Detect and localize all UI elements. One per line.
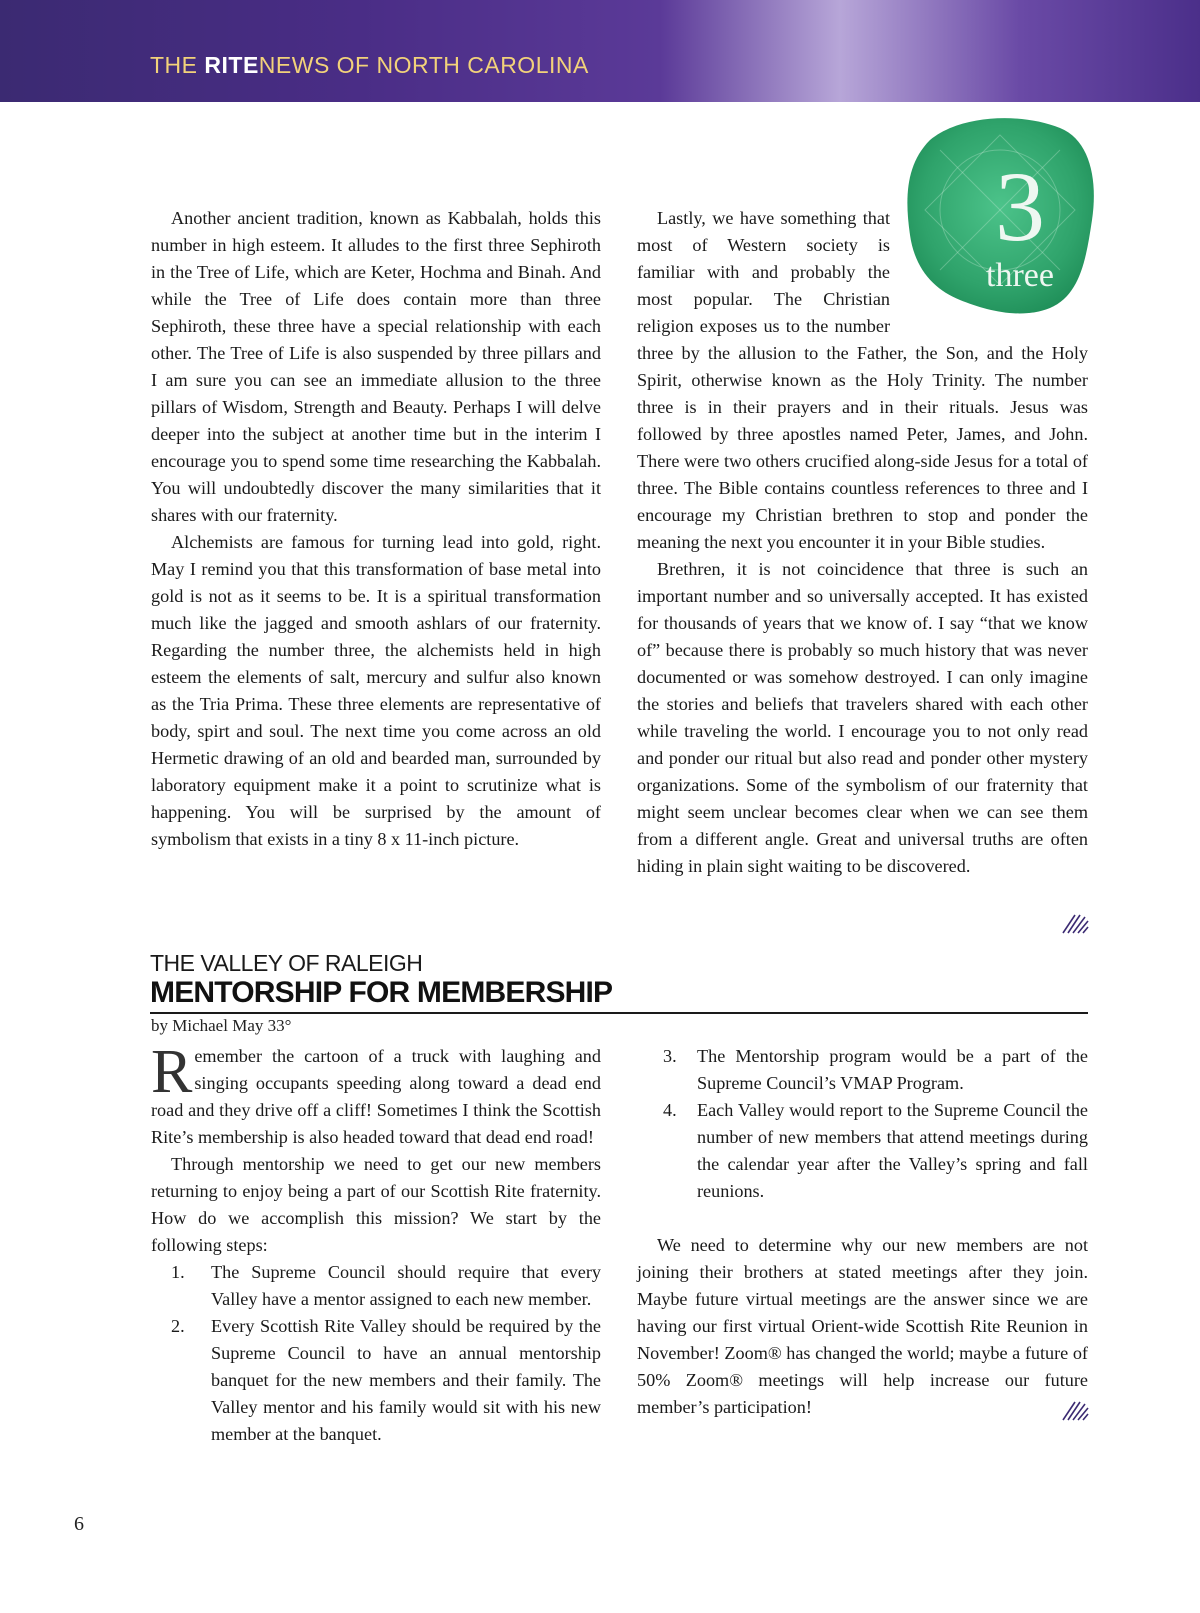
badge-number: 3 bbox=[995, 151, 1045, 262]
intro-paragraph bbox=[151, 1038, 601, 1151]
intro-text: emember the cartoon of a truck with laughing and singing occupants speeding along toward a dead end road and they drive off a cliff! Sometimes I think the Scottish Rite’s membership is also headed toward that dead end road! bbox=[151, 1046, 601, 1147]
alchemists-paragraph: Alchemists are famous for turning lead into gold, right. May I remind you that this transformation of base metal into gold is not as it seems to be. It is a spiritual transformation much like the jagged and smooth ashlars of our fraternity. Regarding the number three, the alchemists held in high esteem the elements of salt, mercury and sulfur also known as the Tria Prima. These three elements are representative of body, spirt and soul. The next time you come across an old Hermetic drawing of an old and bearded man, surrounded by laboratory equipment make it a point to scrutinize what is happening. You will be surprised by the amount of symbolism that exists in a tiny 8 x 11-inch picture. bbox=[151, 532, 601, 849]
title-prefix: THE bbox=[150, 52, 205, 78]
article-column-top-left bbox=[151, 205, 601, 853]
article-column-bottom-right bbox=[637, 1043, 1088, 1421]
brethren-paragraph: Brethren, it is not coincidence that three is such an important number and so universally accepted. It has existed for thousands of years that we know of. I say “that we know of” because there is probably so much history that was never documented or was somehow destroyed. I can only imagine the stories and beliefs that travelers shared with each other while traveling the world. I encourage you to not only read and ponder our ritual but also read and ponder other mystery organizations. Some of the symbolism of our fraternity that might seem unclear becomes clear when we can see them from a different angle. Great and universal truths are often hiding in plain sight waiting to be discovered. bbox=[637, 559, 1088, 876]
list-number: 2. bbox=[171, 1316, 185, 1336]
page-number: 6 bbox=[74, 1513, 84, 1535]
list-item bbox=[151, 1259, 601, 1313]
christian-paragraph: Lastly, we have something that most of Western society is familiar with and probably the most popular. The Christian religion exposes us to the number three by the allusion to the Father, the Son, and the Holy Spirit, otherwise known as the Holy Trinity. The number three is in their prayers and in their rituals. Jesus was followed by three apostles named Peter, James, and John. There were two others crucified along-side Jesus for a total of three. The Bible contains countless references to three and I encourage my Christian brethren to stop and ponder the meaning the next you encounter it in your Bible studies. bbox=[637, 208, 1088, 552]
drop-cap: R bbox=[151, 1038, 193, 1106]
masthead-banner bbox=[0, 0, 1200, 102]
list-number: 4. bbox=[663, 1100, 677, 1120]
list-text: Each Valley would report to the Supreme Council the number of new members that attend meetings during the calendar year after the Valley’s spring and fall reunions. bbox=[697, 1100, 1088, 1201]
list-number: 1. bbox=[171, 1262, 185, 1282]
section-kicker: THE VALLEY OF RALEIGH bbox=[150, 950, 423, 976]
byline: by Michael May 33° bbox=[151, 1016, 292, 1035]
list-item bbox=[637, 1097, 1088, 1205]
title-rite: RITE bbox=[204, 52, 259, 78]
mentorship-paragraph: Through mentorship we need to get our new members returning to enjoy being a part of our Scottish Rite fraternity. How do we accomplish this mission? We start by the following steps: bbox=[151, 1154, 601, 1255]
end-of-article-mark bbox=[1061, 913, 1089, 935]
title-suffix: NEWS OF NORTH CAROLINA bbox=[258, 52, 589, 78]
article-column-top-right bbox=[637, 151, 1088, 880]
list-item bbox=[637, 1043, 1088, 1097]
three-watercolor-badge bbox=[900, 110, 1100, 320]
steps-list-left bbox=[151, 1259, 601, 1448]
list-text: The Mentorship program would be a part of the Supreme Council’s VMAP Program. bbox=[697, 1046, 1088, 1093]
list-number: 3. bbox=[663, 1046, 677, 1066]
end-of-article-mark bbox=[1061, 1400, 1089, 1422]
publication-title bbox=[150, 52, 589, 79]
section-title: MENTORSHIP FOR MEMBERSHIP bbox=[150, 975, 1088, 1014]
badge-word: three bbox=[986, 257, 1054, 294]
article-column-bottom-left bbox=[151, 1038, 601, 1448]
kabbalah-paragraph: Another ancient tradition, known as Kabbalah, holds this number in high esteem. It alludes to the first three Sephiroth in the Tree of Life, which are Keter, Hochma and Binah. And while the Tree of Life does contain more than three Sephiroth, these three have a special relationship with each other. The Tree of Life is also suspended by three pillars and I am sure you can see an immediate allusion to the three pillars of Wisdom, Strength and Beauty. Perhaps I will delve deeper into the subject at another time but in the interim I encourage you to spend some time researching the Kabbalah. You will undoubtedly discover the many similarities that it shares with our fraternity. bbox=[151, 208, 601, 525]
list-text: Every Scottish Rite Valley should be required by the Supreme Council to have an annual mentorship banquet for the new members and their family. The Valley mentor and his family would sit with his new member at the banquet. bbox=[211, 1316, 601, 1444]
closing-paragraph: We need to determine why our new members are not joining their brothers at stated meetings after they join. Maybe future virtual meetings are the answer since we are having our first virtual Orient-wide Scottish Rite Reunion in November! Zoom® has changed the world; maybe a future of 50% Zoom® meetings will help increase our future member’s participation! bbox=[637, 1235, 1088, 1417]
steps-list-right bbox=[637, 1043, 1088, 1205]
list-text: The Supreme Council should require that every Valley have a mentor assigned to each new member. bbox=[211, 1262, 601, 1309]
list-item bbox=[151, 1313, 601, 1448]
